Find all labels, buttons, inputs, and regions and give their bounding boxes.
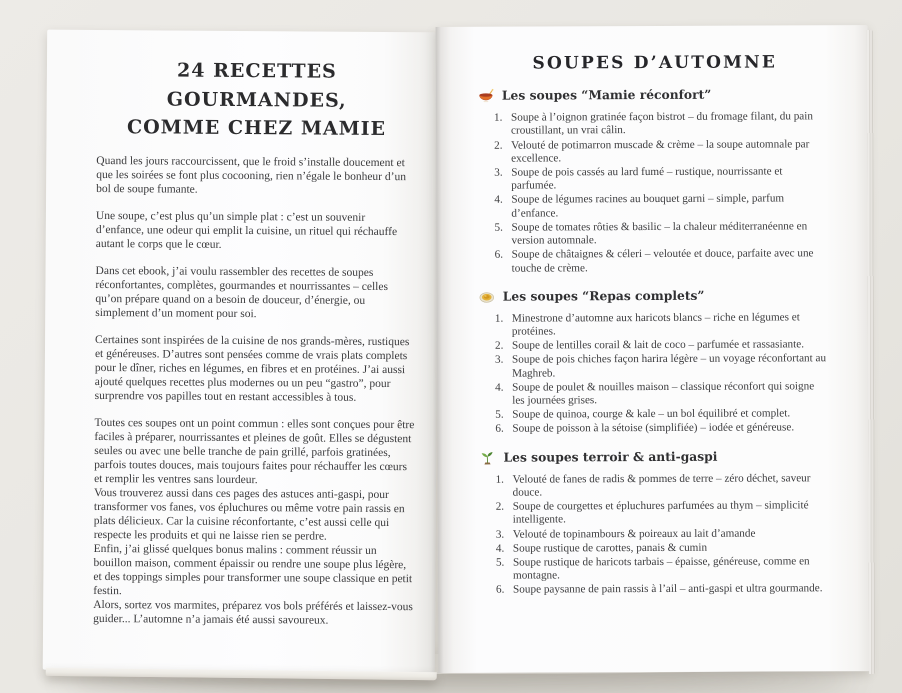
recipe-item: Soupe rustique de haricots tarbais – épaisse, généreuse, comme en montagne. [512,555,810,582]
paragraph: Enfin, j’ai glissé quelques bonus malins : comment réussir un bouillon maison, comment épaissir ou rendre une soupe plus légère, et des toppings simples pour transformer une soupe classique en petit festin. [93,542,413,598]
section-heading-label: Les soupes “Repas complets” [502,287,705,304]
recipe-item: Velouté de topinambours & poireaux au lait d’amande [512,527,756,541]
open-book [45,26,869,676]
soup-pot-icon [478,88,494,104]
paragraph: Dans cet ebook, j’ai voulu rassembler des recettes de soupes réconfortantes, complètes, gourmandes et nourrissantes – celles qu’on prépare quand on a besoin de douceur, d’énergie, ou simplement d’un moment pour soi. [95,264,389,320]
recipe-item: Soupe de tomates rôties & basilic – la chaleur méditerranéenne en version automnale. [511,220,808,247]
paragraph: Une soupe, c’est plus qu’un simple plat : c’est un souvenir d’enfance, une odeur qui emplit la cuisine, un rituel qui réchauffe autant le corps que le cœur. [95,209,398,251]
recipe-item: Minestrone d’automne aux haricots blancs – riche en légumes et protéines. [511,311,800,338]
section-terroir-anti-gaspi [483,448,830,597]
recipe-item: Soupe de pois chiches façon harira légère – un voyage réconfortant au Maghreb. [512,352,827,380]
section-heading-label: Les soupes “Mamie réconfort” [501,87,712,104]
section-heading [479,287,829,305]
recipe-item: Soupe de légumes racines au bouquet garni – simple, parfum d’enfance. [511,192,785,220]
recipe-item: Velouté de fanes de radis & pommes de terre – zéro déchet, saveur douce. [512,472,811,499]
section-mamie-reconfort [482,86,829,275]
recipe-list [496,472,831,597]
section-heading [479,448,829,466]
paragraph: Toutes ces soupes ont un point commun : elles sont conçues pour être faciles à préparer, nourrissantes et pleines de goût. Elles se dégustent seules ou avec une belle tranche de pain grillé, parfois gratinées, parfois toutes douces, mais toujours faites pour réchauffer les cœurs et remplir les ventres sans lourdeur. [94,416,415,486]
intro-title [96,56,417,144]
recipe-item: Soupe de poisson à la sétoise (simplifiée) – iodée et généreuse. [512,421,795,436]
recipe-item: Soupe de pois cassés au lard fumé – rustique, nourrissante et parfumée. [511,165,783,192]
shallow-pan-icon [479,288,495,304]
intro-paragraphs [95,153,417,404]
closing-paragraphs [93,416,414,628]
page-title: SOUPES D’AUTOMNE [532,52,778,74]
recipe-list [495,311,830,436]
recipe-item: Velouté de potimarron muscade & crème – la soupe automnale par excellence. [511,137,810,165]
paragraph: Vous trouverez aussi dans ces pages des astuces anti-gaspi, pour transformer vos fanes, vos épluchures ou même votre pain rassis en plats délicieux. Car la cuisine réconfortante, c’est aussi celle qui respecte les produits et qui ne laisse rien se perdre. [93,486,405,543]
section-heading-label: Les soupes terroir & anti-gaspi [503,448,718,465]
right-page-content [436,25,870,598]
seedling-icon [479,449,495,465]
recipe-item: Soupe de châtaignes & céleri – veloutée et douce, parfaite avec une touche de crème. [511,247,814,275]
recipe-item: Soupe de courgettes et épluchures parfumées au thym – simplicité intelligente. [512,499,809,526]
right-page [436,25,871,673]
recipe-item: Soupe rustique de carottes, panais & cumin [512,541,708,555]
paragraph: Quand les jours raccourcissent, que le froid s’installe doucement et que les soirées se font plus cocooning, rien n’égale le bonheur d’un bol de soupe fumante. [96,154,407,196]
section-repas-complets [483,287,830,436]
paragraph: Certaines sont inspirées de la cuisine de nos grands-mères, rustiques et généreuses. D’autres sont pensées comme de vrais plats complets pour le dîner, riches en légumes, en fibres et en protéines. J’ai aussi ajouté quelques recettes plus modernes ou un peu “gastro”, pour surprendre vos papilles tout en restant accessibles à tous. [94,333,410,404]
recipe-list [494,110,829,275]
left-page [43,30,439,673]
recipe-item: Soupe de poulet & nouilles maison – classique réconfort qui soigne les journées grises. [512,380,815,407]
intro-title-line1: 24 RECETTES GOURMANDES, [166,59,347,112]
recipe-item: Soupe de lentilles corail & lait de coco – parfumée et rassasiante. [511,338,805,352]
left-page-content [43,30,439,629]
recipe-item: Soupe paysanne de pain rassis à l’ail – anti-gaspi et ultra gourmande. [513,582,823,597]
recipe-item: Soupe de quinoa, courge & kale – un bol équilibré et complet. [512,407,791,421]
recipe-item: Soupe à l’oignon gratinée façon bistrot – du fromage filant, du pain croustillant, un vrai câlin. [510,110,813,137]
section-heading [478,86,828,104]
paragraph: Alors, sortez vos marmites, préparez vos bols préférés et laissez-vous guider... L’automne n’a jamais été aussi savoureux. [93,598,413,627]
intro-title-line2: COMME CHEZ MAMIE [126,116,387,141]
